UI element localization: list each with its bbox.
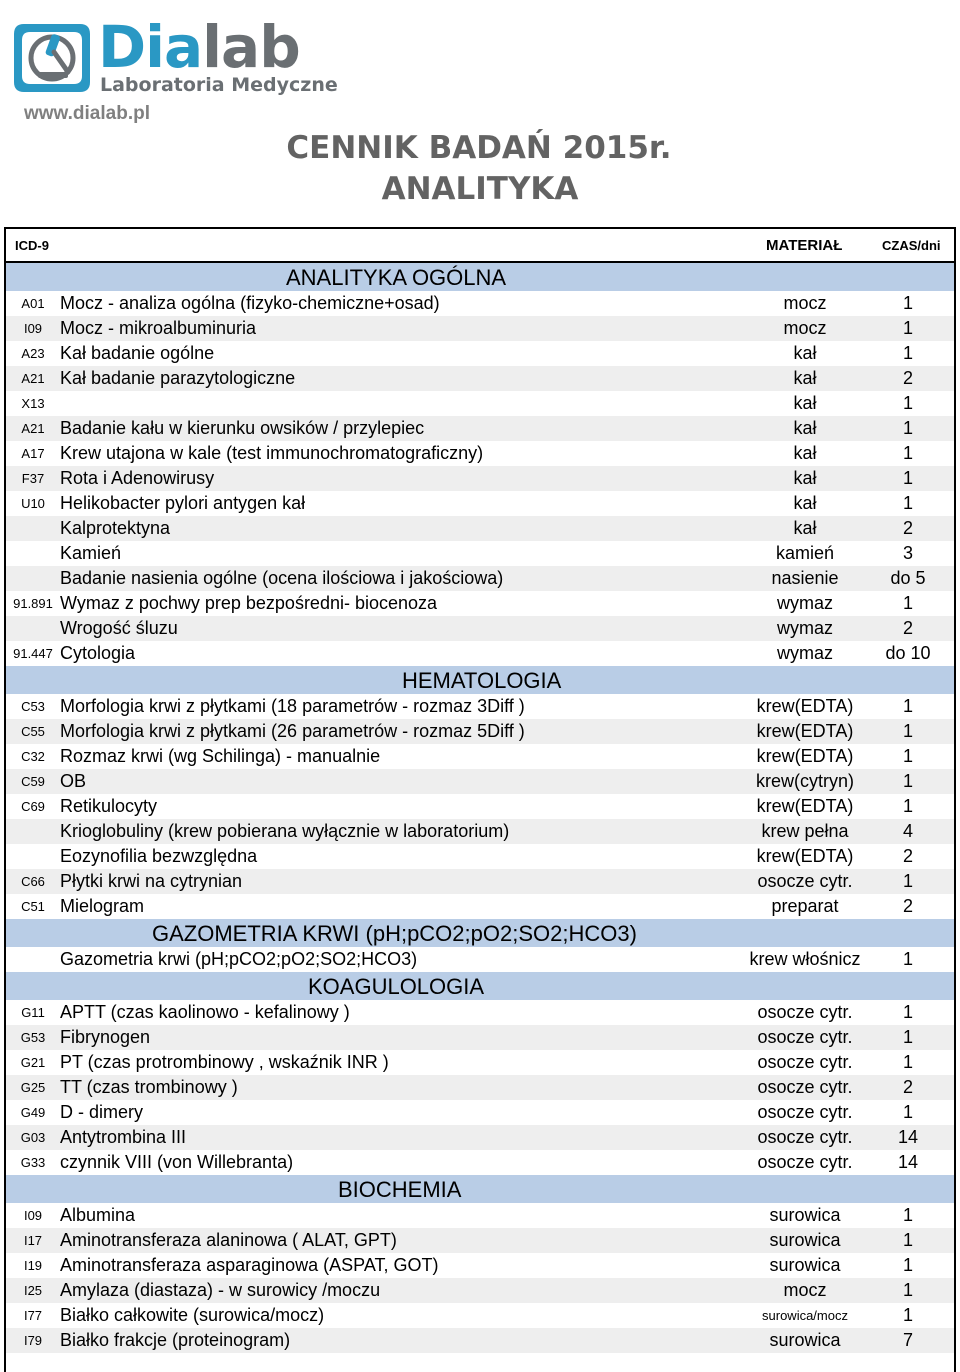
icd-code-cell: 91.447 <box>13 646 53 661</box>
test-name-cell: Płytki krwi na cytrynian <box>60 871 243 891</box>
icd-code-cell: G11 <box>21 1005 45 1020</box>
material-cell: krew(cytryn) <box>756 771 854 791</box>
material-cell: kał <box>793 468 817 488</box>
czas-cell: 1 <box>902 871 913 891</box>
material-cell: osocze cytr. <box>757 1102 853 1122</box>
material-cell: krew(EDTA) <box>756 846 854 866</box>
table-body <box>6 263 954 1353</box>
icd-code-cell: G03 <box>20 1130 46 1145</box>
page-title: CENNIK BADAŃ 2015r. <box>286 130 672 166</box>
table-row <box>6 341 954 366</box>
material-cell: krew włośnicz <box>749 949 861 969</box>
test-name-cell: Wrogość śluzu <box>60 618 178 638</box>
test-name-cell: Rota i Adenowirusy <box>60 468 215 488</box>
test-name-cell: D - dimery <box>60 1102 144 1122</box>
table-row <box>6 744 954 769</box>
material-cell: kał <box>793 343 817 363</box>
section-title: KOAGULOLOGIA <box>308 974 485 999</box>
table-row <box>6 316 954 341</box>
material-cell: surowica <box>769 1230 841 1250</box>
material-cell: osocze cytr. <box>757 871 853 891</box>
icd-code-cell: A01 <box>21 296 45 311</box>
icd-code-cell: C66 <box>21 874 45 889</box>
czas-cell: 1 <box>902 418 913 438</box>
section-title: HEMATOLOGIA <box>402 668 562 693</box>
czas-cell: do 5 <box>890 568 926 588</box>
material-cell: krew(EDTA) <box>756 721 854 741</box>
test-name-cell: czynnik VIII (von Willebranta) <box>60 1152 294 1172</box>
test-name-cell: Mocz - analiza ogólna (fizyko-chemiczne+osad) <box>60 293 440 313</box>
table-row <box>6 819 954 844</box>
material-cell: wymaz <box>776 618 833 638</box>
czas-cell: 1 <box>902 293 913 313</box>
table-row <box>6 1025 954 1050</box>
section-header <box>6 263 954 291</box>
czas-cell: 1 <box>902 696 913 716</box>
test-name-cell: Aminotransferaza alaninowa ( ALAT, GPT) <box>60 1230 397 1250</box>
material-cell: wymaz <box>776 593 833 613</box>
czas-cell: 1 <box>902 1027 913 1047</box>
icd-code-cell: X13 <box>21 396 45 411</box>
test-name-cell: Kamień <box>60 543 122 563</box>
section-header <box>6 919 954 947</box>
czas-cell: 1 <box>902 493 913 513</box>
test-name-cell: Białko całkowite (surowica/mocz) <box>60 1305 325 1325</box>
table-header <box>6 229 954 263</box>
czas-cell: 2 <box>902 896 913 916</box>
test-name-cell: Kał badanie ogólne <box>60 343 215 363</box>
table-row <box>6 1278 954 1303</box>
czas-cell: 1 <box>902 1002 913 1022</box>
icd-code-cell: 91.891 <box>13 596 53 611</box>
material-cell: krew pełna <box>761 821 849 841</box>
test-name-cell: Gazometria krwi (pH;pCO2;pO2;SO2;HCO3) <box>60 949 418 969</box>
czas-cell: 1 <box>902 1255 913 1275</box>
test-name-cell: Kalprotektyna <box>60 518 171 538</box>
material-cell: kał <box>793 518 817 538</box>
icd-code-cell: A21 <box>21 421 45 436</box>
table-row <box>6 366 954 391</box>
column-header-material: MATERIAŁ <box>766 237 843 254</box>
czas-cell: 1 <box>902 746 913 766</box>
test-name-cell: PT (czas protrombinowy , wskaźnik INR ) <box>60 1052 389 1072</box>
czas-cell: 1 <box>902 721 913 741</box>
table-row <box>6 591 954 616</box>
czas-cell: 1 <box>902 393 913 413</box>
test-name-cell: OB <box>60 771 87 791</box>
test-name-cell: Aminotransferaza asparaginowa (ASPAT, GOT) <box>60 1255 439 1275</box>
table-row <box>6 1075 954 1100</box>
test-name-cell: Fibrynogen <box>60 1027 151 1047</box>
table-row <box>6 1203 954 1228</box>
test-name-cell: Albumina <box>60 1205 136 1225</box>
material-cell: krew(EDTA) <box>756 796 854 816</box>
test-name-cell: Antytrombina III <box>60 1127 187 1147</box>
czas-cell: 1 <box>902 1205 913 1225</box>
section-header <box>6 1175 954 1203</box>
table-row <box>6 894 954 919</box>
icd-code-cell: A21 <box>21 371 45 386</box>
material-cell: surowica <box>769 1255 841 1275</box>
column-header-icd: ICD-9 <box>15 238 49 253</box>
material-cell: osocze cytr. <box>757 1077 853 1097</box>
test-name-cell: Badanie nasienia ogólne (ocena ilościowa i jakościowa) <box>60 568 504 588</box>
section-header <box>6 666 954 694</box>
icd-code-cell: U10 <box>21 496 45 511</box>
table-row <box>6 694 954 719</box>
section-title: BIOCHEMIA <box>338 1177 462 1202</box>
test-name-cell: Krioglobuliny (krew pobierana wyłącznie w laboratorium) <box>60 821 510 841</box>
table-row <box>6 1253 954 1278</box>
material-cell: wymaz <box>776 643 833 663</box>
icd-code-cell: G25 <box>20 1080 46 1095</box>
table-row <box>6 1150 954 1175</box>
dialab-logo <box>10 12 340 102</box>
page-subtitle: ANALITYKA <box>381 171 579 207</box>
table-row <box>6 416 954 441</box>
microscope-icon <box>10 16 94 100</box>
czas-cell: 14 <box>897 1127 919 1147</box>
table-row <box>6 616 954 641</box>
test-name-cell: Badanie kału w kierunku owsików / przylepiec <box>60 418 425 438</box>
material-cell: mocz <box>783 318 827 338</box>
material-cell: osocze cytr. <box>757 1152 853 1172</box>
material-cell: osocze cytr. <box>757 1002 853 1022</box>
czas-cell: 4 <box>902 821 913 841</box>
column-header-czas: CZAS/dni <box>882 238 941 253</box>
table-row <box>6 1100 954 1125</box>
material-cell: preparat <box>771 896 839 916</box>
icd-code-cell: I09 <box>23 1208 43 1223</box>
website-link[interactable]: www.dialab.pl <box>24 103 150 124</box>
material-cell: osocze cytr. <box>757 1052 853 1072</box>
test-name-cell: Cytologia <box>60 643 136 663</box>
czas-cell: 14 <box>897 1152 919 1172</box>
table-row <box>6 1328 954 1353</box>
czas-cell: 1 <box>902 949 913 969</box>
section-title: ANALITYKA OGÓLNA <box>286 265 507 290</box>
material-cell: osocze cytr. <box>757 1127 853 1147</box>
table-row <box>6 441 954 466</box>
material-cell: kał <box>793 368 817 388</box>
test-name-cell: Amylaza (diastaza) - w surowicy /moczu <box>60 1280 381 1300</box>
czas-cell: 7 <box>902 1330 913 1350</box>
czas-cell: 1 <box>902 343 913 363</box>
table-row <box>6 1228 954 1253</box>
table-row <box>6 869 954 894</box>
price-table <box>4 227 956 1372</box>
table-row <box>6 947 954 972</box>
material-cell: krew(EDTA) <box>756 746 854 766</box>
table-row <box>6 516 954 541</box>
test-name-cell: Mielogram <box>60 896 145 916</box>
table-row <box>6 769 954 794</box>
icd-code-cell: I79 <box>23 1333 43 1348</box>
czas-cell: 1 <box>902 1305 913 1325</box>
section-header <box>6 972 954 1000</box>
material-cell: mocz <box>783 1280 827 1300</box>
table-row <box>6 391 954 416</box>
test-name-cell: APTT (czas kaolinowo - kefalinowy ) <box>60 1002 350 1022</box>
table-row <box>6 1050 954 1075</box>
table-row <box>6 1125 954 1150</box>
test-name-cell: Rozmaz krwi (wg Schilinga) - manualnie <box>60 746 381 766</box>
icd-code-cell: I25 <box>23 1283 43 1298</box>
table-row <box>6 541 954 566</box>
test-name-cell: Helikobacter pylori antygen kał <box>60 493 306 513</box>
table-row <box>6 1303 954 1328</box>
material-cell: krew(EDTA) <box>756 696 854 716</box>
material-cell: nasienie <box>771 568 839 588</box>
test-name-cell: Morfologia krwi z płytkami (18 parametrów - rozmaz 3Diff ) <box>60 696 525 716</box>
icd-code-cell: I09 <box>23 321 43 336</box>
czas-cell: 1 <box>902 1102 913 1122</box>
test-name-cell: Mocz - mikroalbuminuria <box>60 318 257 338</box>
test-name-cell: Retikulocyty <box>60 796 158 816</box>
czas-cell: 3 <box>902 543 913 563</box>
czas-cell: 1 <box>902 468 913 488</box>
table-row <box>6 466 954 491</box>
table-row <box>6 291 954 316</box>
icd-code-cell: I77 <box>23 1308 43 1323</box>
test-name-cell: Kał badanie parazytologiczne <box>60 368 296 388</box>
logo-subtitle: Laboratoria Medyczne <box>100 74 338 96</box>
material-cell: kamień <box>775 543 835 563</box>
czas-cell: do 10 <box>885 643 931 663</box>
table-row <box>6 719 954 744</box>
table-row <box>6 794 954 819</box>
icd-code-cell: C32 <box>21 749 45 764</box>
icd-code-cell: G21 <box>20 1055 46 1070</box>
icd-code-cell: C59 <box>21 774 45 789</box>
material-cell: osocze cytr. <box>757 1027 853 1047</box>
czas-cell: 1 <box>902 1280 913 1300</box>
czas-cell: 1 <box>902 1230 913 1250</box>
test-name-cell: Eozynofilia bezwzględna <box>60 846 258 866</box>
czas-cell: 1 <box>902 771 913 791</box>
test-name-cell: Krew utajona w kale (test immunochromatograficzny) <box>60 443 484 463</box>
icd-code-cell: C51 <box>21 899 45 914</box>
material-cell: kał <box>793 493 817 513</box>
czas-cell: 1 <box>902 318 913 338</box>
material-cell: surowica <box>769 1330 841 1350</box>
icd-code-cell: C55 <box>21 724 45 739</box>
czas-cell: 1 <box>902 796 913 816</box>
table-row <box>6 844 954 869</box>
table-row <box>6 491 954 516</box>
test-name-cell: TT (czas trombinowy ) <box>60 1077 238 1097</box>
icd-code-cell: C53 <box>21 699 45 714</box>
test-name-cell: Morfologia krwi z płytkami (26 parametrów - rozmaz 5Diff ) <box>60 721 525 741</box>
czas-cell: 2 <box>902 368 913 388</box>
icd-code-cell: A23 <box>21 346 45 361</box>
logo-wordmark: Dialab <box>98 13 300 81</box>
test-name-cell: Wymaz z pochwy prep bezpośredni- biocenoza <box>60 593 438 613</box>
material-cell: surowica/mocz <box>762 1308 848 1323</box>
material-cell: kał <box>793 443 817 463</box>
icd-code-cell: F37 <box>21 471 45 486</box>
czas-cell: 2 <box>902 1077 913 1097</box>
material-cell: kał <box>793 393 817 413</box>
table-row <box>6 566 954 591</box>
icd-code-cell: A17 <box>21 446 45 461</box>
table-row <box>6 1000 954 1025</box>
czas-cell: 1 <box>902 1052 913 1072</box>
czas-cell: 2 <box>902 518 913 538</box>
icd-code-cell: G33 <box>20 1155 46 1170</box>
czas-cell: 1 <box>902 443 913 463</box>
material-cell: kał <box>793 418 817 438</box>
czas-cell: 1 <box>902 593 913 613</box>
icd-code-cell: I19 <box>23 1258 43 1273</box>
icd-code-cell: I17 <box>23 1233 43 1248</box>
icd-code-cell: G49 <box>20 1105 46 1120</box>
material-cell: surowica <box>769 1205 841 1225</box>
table-row <box>6 641 954 666</box>
czas-cell: 2 <box>902 846 913 866</box>
icd-code-cell: C69 <box>21 799 45 814</box>
material-cell: mocz <box>783 293 827 313</box>
test-name-cell: Białko frakcje (proteinogram) <box>60 1330 291 1350</box>
section-title: GAZOMETRIA KRWI (pH;pCO2;pO2;SO2;HCO3) <box>152 921 637 946</box>
czas-cell: 2 <box>902 618 913 638</box>
icd-code-cell: G53 <box>20 1030 46 1045</box>
